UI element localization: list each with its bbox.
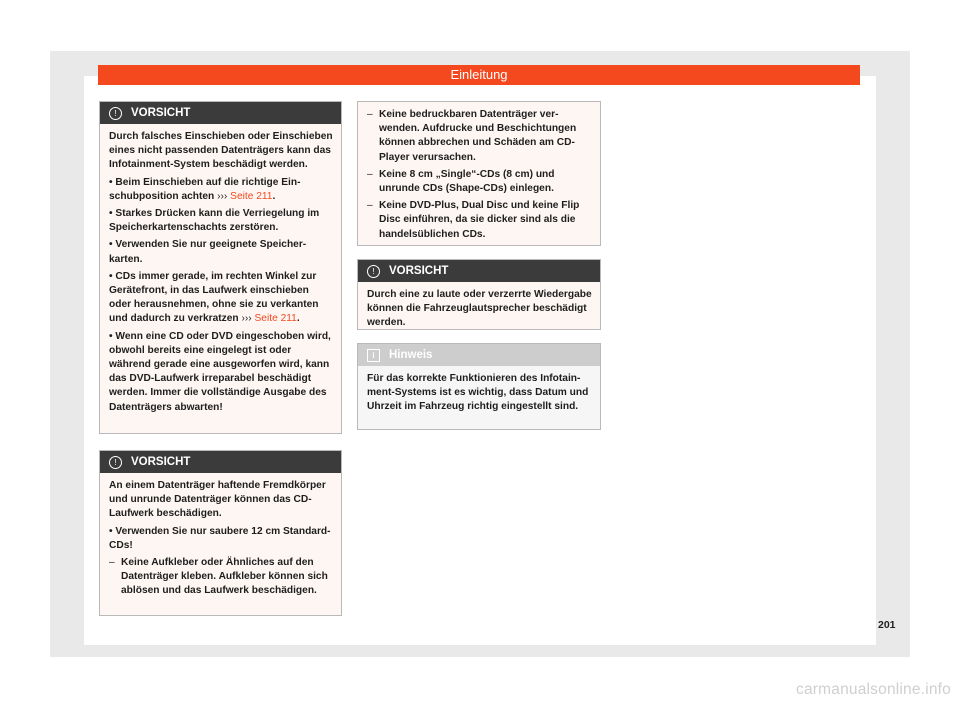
caution-box-1 bbox=[99, 101, 342, 434]
caution-bullet: • Wenn eine CD oder DVD eingeschoben wird, obwohl bereits eine eingelegt ist oder während gerade eine ausgeworfen wird, kann das DVD-Laufwerk irreparabel beschädigt werden. Immer die vollständige Ausgabe des Datenträgers abwarten! bbox=[109, 330, 331, 413]
caution-body bbox=[100, 473, 341, 608]
page-number: 201 bbox=[878, 619, 896, 631]
caution-bullet: • Starkes Drücken kann die Verriegelung im Speicherkartenschachts zerstören. bbox=[109, 208, 320, 234]
caution-bullet: • Verwenden Sie nur geeignete Speicherkarten. bbox=[109, 239, 307, 265]
caution-text: Durch eine zu laute oder verzerrte Wiedergabe können die Fahrzeuglautsprecher beschädigt werden. bbox=[367, 289, 592, 329]
caution-dash-item: – Keine 8 cm „Single“-CDs (8 cm) und unrunde CDs (Shape-CDs) einlegen. bbox=[367, 168, 592, 196]
caution-box-2-continued bbox=[357, 101, 601, 246]
reference-arrows: ››› bbox=[217, 190, 228, 202]
caution-title: VORSICHT bbox=[389, 265, 449, 277]
reference-arrows: ››› bbox=[241, 313, 252, 325]
caution-title: VORSICHT bbox=[131, 107, 191, 119]
caution-box-2 bbox=[99, 450, 342, 616]
caution-bullet: • Verwenden Sie nur saubere 12 cm Standard-CDs! bbox=[109, 525, 331, 551]
bullet-end: . bbox=[296, 313, 300, 325]
warning-circle-icon: ! bbox=[109, 456, 122, 469]
caution-dash-item: – Keine DVD-Plus, Dual Disc und keine Flip Disc einführen, da sie dicker sind als die handelsüblichen CDs. bbox=[367, 199, 592, 242]
caution-title: VORSICHT bbox=[131, 456, 191, 468]
caution-body bbox=[358, 102, 600, 251]
warning-circle-icon: ! bbox=[109, 107, 122, 120]
warning-circle-icon: ! bbox=[367, 265, 380, 278]
section-header: Einleitung bbox=[98, 65, 860, 85]
caution-body bbox=[358, 282, 600, 340]
info-note-icon: i bbox=[367, 349, 380, 362]
caution-bullet bbox=[109, 270, 333, 327]
bullet-end: . bbox=[272, 190, 276, 202]
page-reference-link[interactable]: Seite 211 bbox=[254, 313, 297, 325]
caution-box-3 bbox=[357, 259, 601, 330]
caution-dash-item: – Keine Aufkleber oder Ähnliches auf den Datenträger kleben. Aufkleber können sich ablösen und das Laufwerk beschädigen. bbox=[109, 556, 333, 599]
note-text: Für das korrekte Funktionieren des Infotainment-Systems ist es wichtig, dass Datum und Uhrzeit im Fahrzeug richtig eingestellt sind. bbox=[367, 373, 589, 413]
page-reference-link[interactable]: Seite 211 bbox=[230, 190, 273, 202]
note-title: Hinweis bbox=[389, 349, 433, 361]
note-body bbox=[358, 366, 600, 424]
watermark: carmanualsonline.info bbox=[796, 681, 951, 698]
caution-box-header bbox=[358, 260, 600, 282]
caution-bullet bbox=[109, 176, 333, 204]
caution-intro: Durch falsches Einschieben oder Einschieben eines nicht passenden Datenträgers kann das Infotainment-System beschädigt werden. bbox=[109, 131, 333, 171]
caution-dash-item: – Keine bedruckbaren Datenträger verwenden. Aufdrucke und Beschichtungen können abbrechen und Schäden am CD-Player verursachen. bbox=[367, 108, 592, 165]
caution-box-header bbox=[100, 102, 341, 124]
caution-intro: An einem Datenträger haftende Fremdkörper und unrunde Datenträger können das CD-Laufwerk beschädigen. bbox=[109, 480, 326, 520]
caution-box-header bbox=[100, 451, 341, 473]
caution-body bbox=[100, 124, 341, 424]
bullet-text: • Beim Einschieben auf die richtige Einschubposition achten bbox=[109, 176, 301, 202]
bullet-text: • CDs immer gerade, im rechten Winkel zur Gerätefront, in das Laufwerk einschieben oder herausnehmen, ohne sie zu verkanten und dadurch zu verkratzen bbox=[109, 270, 319, 325]
note-box bbox=[357, 343, 601, 430]
note-box-header bbox=[358, 344, 600, 366]
